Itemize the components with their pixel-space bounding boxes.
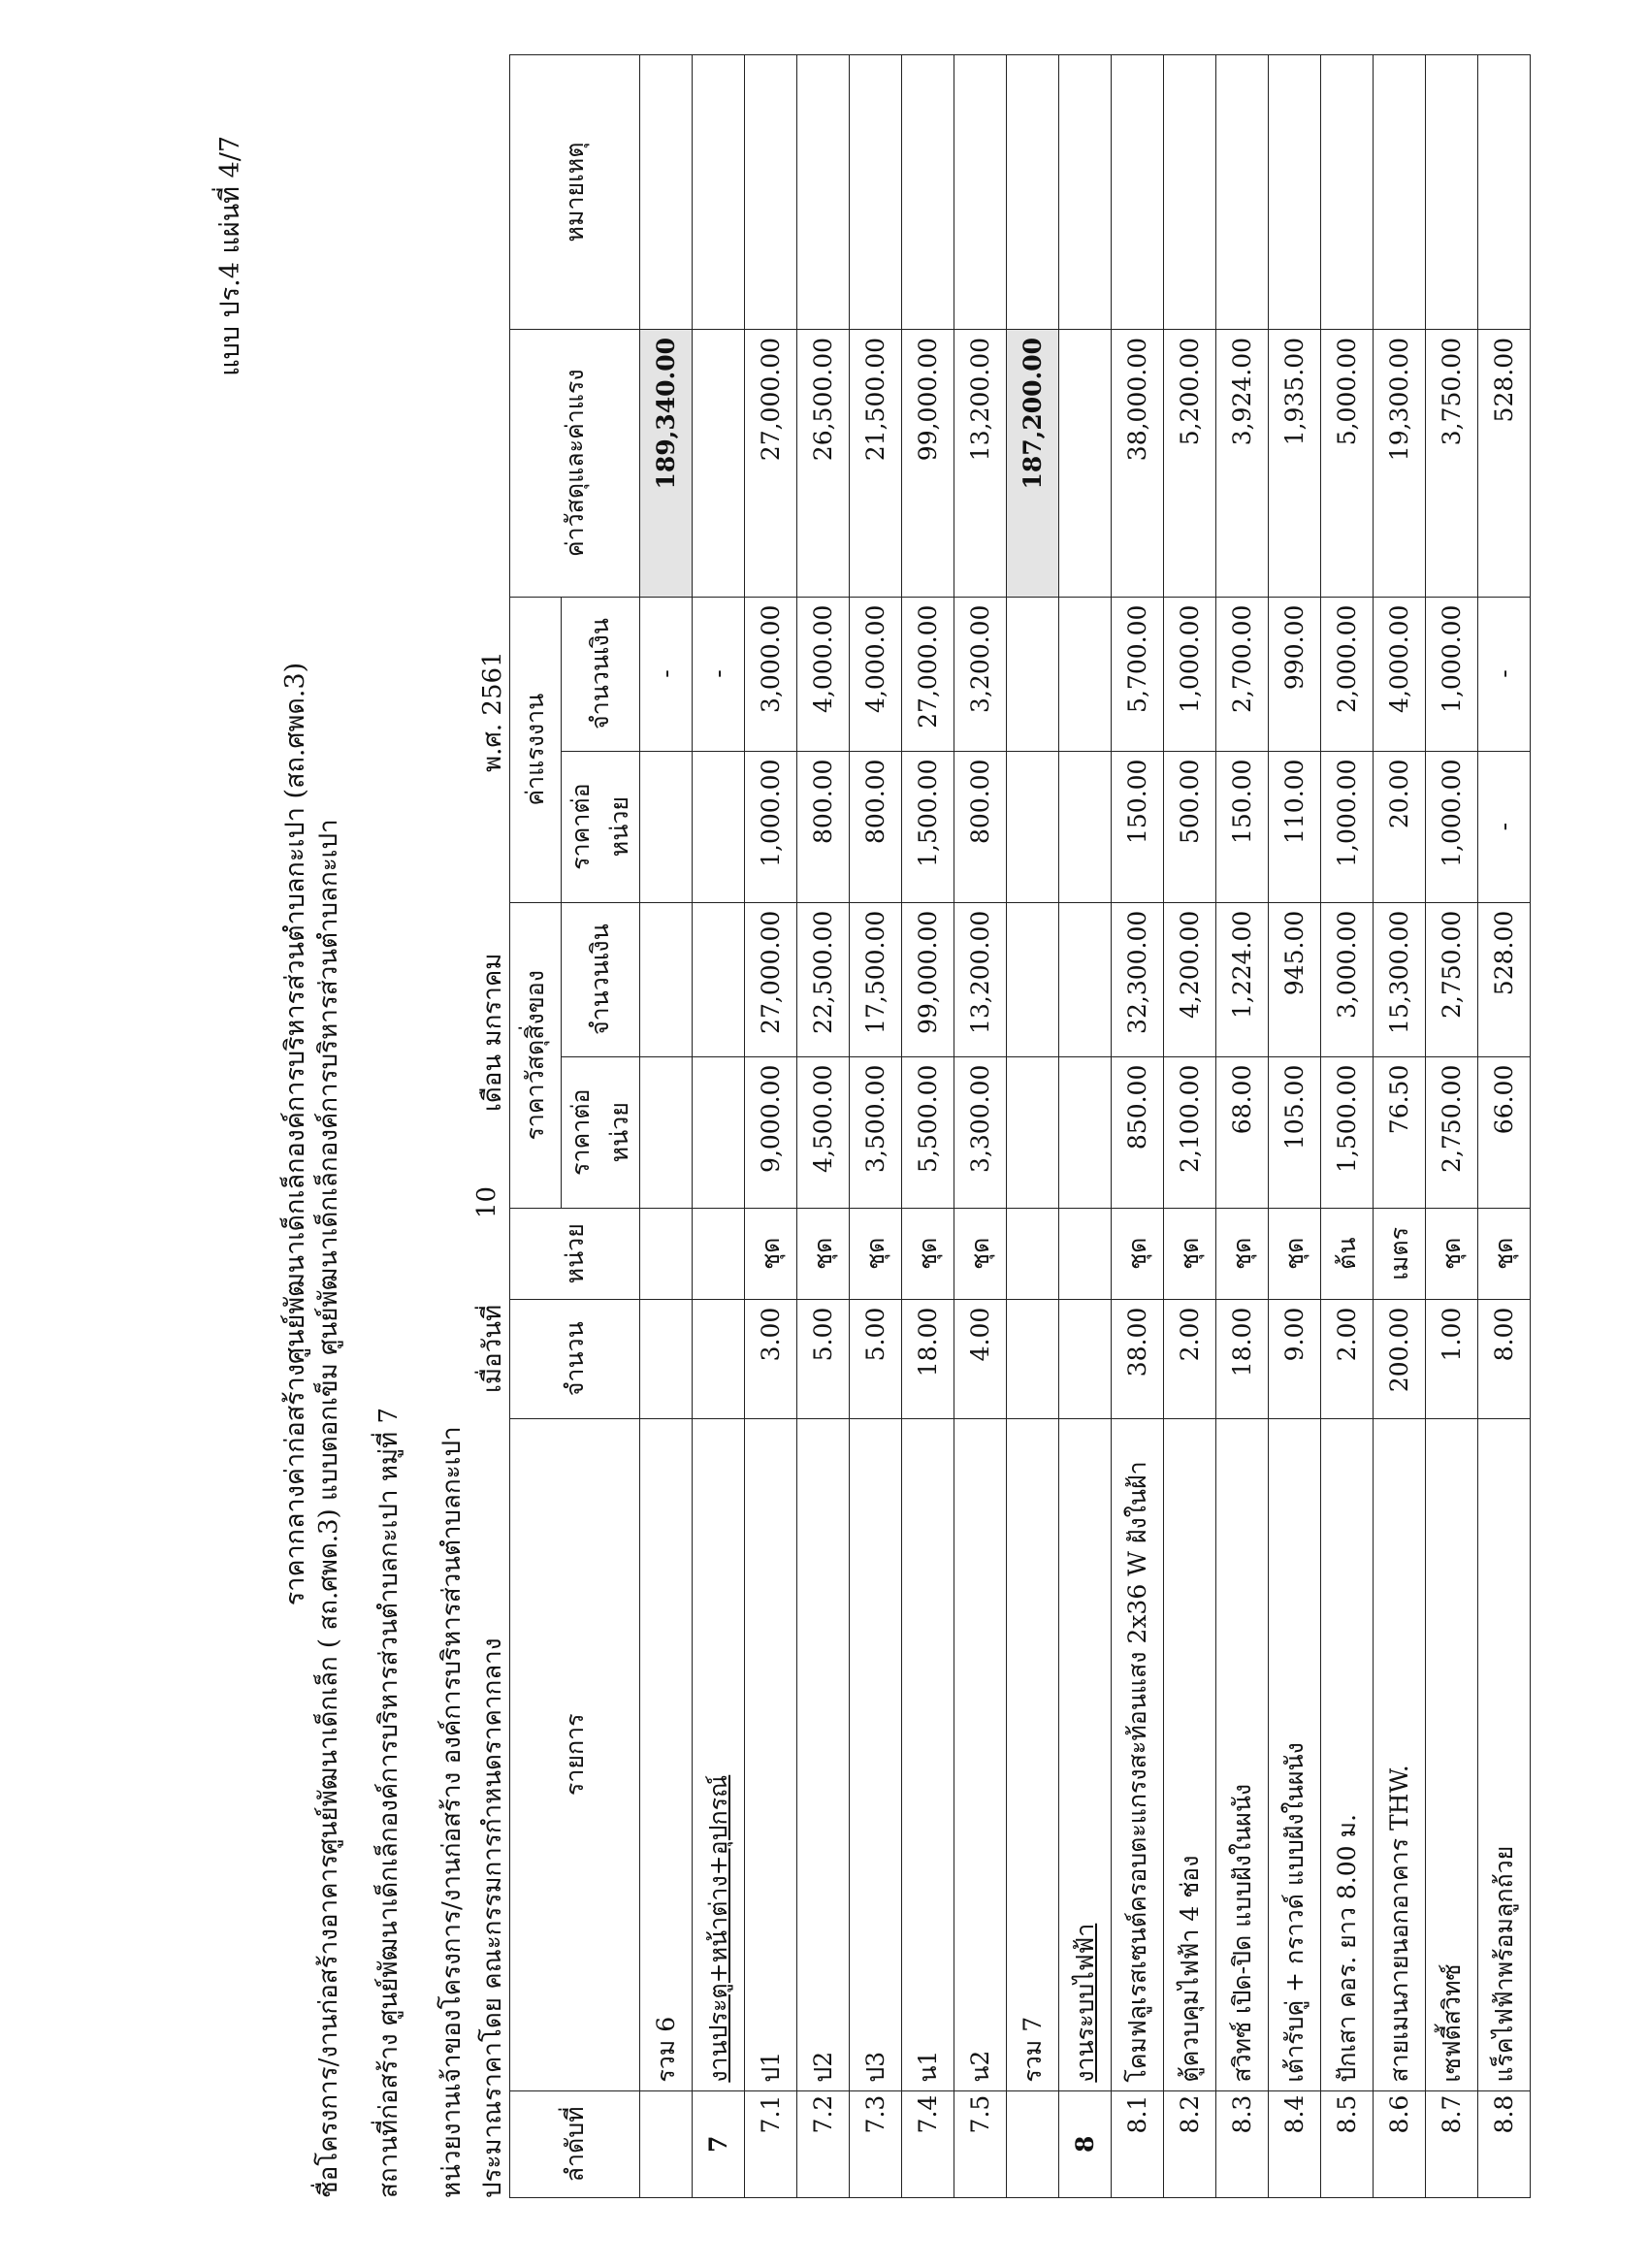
row-labor-amount: - bbox=[1478, 597, 1531, 751]
row-labor-amount: 27,000.00 bbox=[902, 597, 954, 751]
header-qty: จำนวน bbox=[510, 1299, 640, 1418]
row-labor-amount: 4,000.00 bbox=[1374, 597, 1426, 751]
row-labor-unit-price: 1,000.00 bbox=[745, 751, 797, 902]
group-row bbox=[1059, 55, 1112, 2198]
row-total: 99,000.00 bbox=[902, 329, 954, 597]
header-total: ค่าวัสดุและค่าแรง bbox=[510, 329, 640, 597]
row-qty: 38.00 bbox=[1112, 1299, 1164, 1418]
row-qty: 200.00 bbox=[1374, 1299, 1426, 1418]
row-labor-unit-price: 1,000.00 bbox=[1426, 751, 1478, 902]
row-number: 7.3 bbox=[850, 2090, 902, 2197]
row-qty: 9.00 bbox=[1269, 1299, 1321, 1418]
row-qty: 2.00 bbox=[1164, 1299, 1216, 1418]
row-number: 8.4 bbox=[1269, 2090, 1321, 2197]
row-item: น1 bbox=[902, 1418, 954, 2090]
subtotal-value: 189,340.00 bbox=[640, 329, 693, 597]
row-total: 528.00 bbox=[1478, 329, 1531, 597]
row-unit: ชุด bbox=[1112, 1208, 1164, 1299]
subtotal-row bbox=[640, 55, 693, 2198]
group-row bbox=[693, 55, 745, 2198]
document-title: ราคากลางค่าก่อสร้างศูนย์พัฒนาเด็กเล็กองค์การบริหารส่วนตำบลกะเปา (สถ.ศพด.3) bbox=[280, 662, 310, 1606]
row-material-amount: 15,300.00 bbox=[1374, 902, 1426, 1056]
year-label: พ.ศ. 2561 bbox=[478, 651, 507, 772]
row-item: เซฟตี้สวิทซ์ bbox=[1426, 1418, 1478, 2090]
date-day: 10 bbox=[472, 1185, 501, 1218]
estimate-prefix: ประมาณราคาโดย คณะกรรมการกำหนดราคากลาง bbox=[478, 1637, 507, 2198]
row-item: น2 bbox=[954, 1418, 1007, 2090]
row-item: ตู้ควบคุมไฟฟ้า 4 ช่อง bbox=[1164, 1418, 1216, 2090]
row-qty: 5.00 bbox=[797, 1299, 850, 1418]
row-labor-amount: 5,700.00 bbox=[1112, 597, 1164, 751]
table-header-row bbox=[510, 55, 562, 2198]
header-labor: ค่าแรงงาน bbox=[510, 597, 562, 902]
row-labor-amount: 1,000.00 bbox=[1426, 597, 1478, 751]
row-unit: ชุด bbox=[1164, 1208, 1216, 1299]
header-material-amount: จำนวนเงิน bbox=[562, 902, 640, 1056]
month-label: เดือน มกราคม bbox=[478, 953, 507, 1112]
row-item: โคมฟลูเรสเซนต์ครอบตะแกรงสะท้อนแสง 2x36 W ฝังในฝ้า bbox=[1112, 1418, 1164, 2090]
row-number: 8.5 bbox=[1321, 2090, 1374, 2197]
row-labor-amount: 1,000.00 bbox=[1164, 597, 1216, 751]
row-total: 26,500.00 bbox=[797, 329, 850, 597]
row-qty: 4.00 bbox=[954, 1299, 1007, 1418]
row-material-amount: 945.00 bbox=[1269, 902, 1321, 1056]
row-number: 7.5 bbox=[954, 2090, 1007, 2197]
table-row bbox=[1112, 55, 1164, 2198]
row-labor-unit-price: 800.00 bbox=[850, 751, 902, 902]
row-item: ปักเสา คอร. ยาว 8.00 ม. bbox=[1321, 1418, 1374, 2090]
table-row bbox=[1321, 55, 1374, 2198]
row-number: 7.1 bbox=[745, 2090, 797, 2197]
row-number: 8.1 bbox=[1112, 2090, 1164, 2197]
row-unit: ชุด bbox=[745, 1208, 797, 1299]
row-labor-amount: 4,000.00 bbox=[797, 597, 850, 751]
form-number: แบบ ปร.4 แผ่นที่ 4/7 bbox=[215, 136, 245, 376]
table-row bbox=[1478, 55, 1531, 2198]
row-material-unit-price: 850.00 bbox=[1112, 1056, 1164, 1208]
subtotal-value: 187,200.00 bbox=[1007, 329, 1059, 597]
row-unit: ชุด bbox=[797, 1208, 850, 1299]
date-label: เมื่อวันที่ bbox=[478, 1304, 507, 1393]
row-item: แร็คไฟฟ้าพร้อมลูกถ้วย bbox=[1478, 1418, 1531, 2090]
row-labor-unit-price: 110.00 bbox=[1269, 751, 1321, 902]
row-number: 8.3 bbox=[1216, 2090, 1269, 2197]
row-item: สวิทซ์ เปิด-ปิด แบบฝังในผนัง bbox=[1216, 1418, 1269, 2090]
row-item: ป3 bbox=[850, 1418, 902, 2090]
row-total: 27,000.00 bbox=[745, 329, 797, 597]
row-labor-amount: 990.00 bbox=[1269, 597, 1321, 751]
row-material-unit-price: 5,500.00 bbox=[902, 1056, 954, 1208]
row-material-amount: 13,200.00 bbox=[954, 902, 1007, 1056]
row-material-amount: 528.00 bbox=[1478, 902, 1531, 1056]
row-item: ป2 bbox=[797, 1418, 850, 2090]
row-qty: 3.00 bbox=[745, 1299, 797, 1418]
row-material-amount: 32,300.00 bbox=[1112, 902, 1164, 1056]
row-qty: 5.00 bbox=[850, 1299, 902, 1418]
row-labor-unit-price: 800.00 bbox=[797, 751, 850, 902]
subtotal-label: รวม 7 bbox=[1007, 1418, 1059, 2090]
table-row bbox=[850, 55, 902, 2198]
row-material-unit-price: 3,300.00 bbox=[954, 1056, 1007, 1208]
row-unit: ชุด bbox=[1478, 1208, 1531, 1299]
row-labor-unit-price: 1,000.00 bbox=[1321, 751, 1374, 902]
row-material-unit-price: 2,750.00 bbox=[1426, 1056, 1478, 1208]
header-item: รายการ bbox=[510, 1418, 640, 2090]
row-material-amount: 22,500.00 bbox=[797, 902, 850, 1056]
table-row bbox=[1426, 55, 1478, 2198]
row-total: 1,935.00 bbox=[1269, 329, 1321, 597]
row-unit: ชุด bbox=[1269, 1208, 1321, 1299]
table-row bbox=[745, 55, 797, 2198]
row-total: 13,200.00 bbox=[954, 329, 1007, 597]
price-table bbox=[509, 54, 1531, 2198]
header-note: หมายเหตุ bbox=[510, 55, 640, 330]
owner-agency: หน่วยงานเจ้าของโครงการ/งานก่อสร้าง องค์การบริหารส่วนตำบลกะเปา bbox=[437, 1426, 467, 2198]
table-row bbox=[1374, 55, 1426, 2198]
row-qty: 2.00 bbox=[1321, 1299, 1374, 1418]
table-row bbox=[1164, 55, 1216, 2198]
table-row bbox=[954, 55, 1007, 2198]
row-number: 7.4 bbox=[902, 2090, 954, 2197]
row-material-unit-price: 3,500.00 bbox=[850, 1056, 902, 1208]
row-labor-unit-price: 500.00 bbox=[1164, 751, 1216, 902]
project-name: ชื่อโครงการ/งานก่อสร้างอาคารศูนย์พัฒนาเด็กเล็ก ( สถ.ศพด.3) แบบตอกเข็ม ศูนย์พัฒนาเด็กเล็กองค์การบริหารส่วนตำบลกะเปา bbox=[314, 819, 343, 2198]
row-material-unit-price: 76.50 bbox=[1374, 1056, 1426, 1208]
row-qty: 18.00 bbox=[902, 1299, 954, 1418]
row-material-amount: 4,200.00 bbox=[1164, 902, 1216, 1056]
row-labor-unit-price: 1,500.00 bbox=[902, 751, 954, 902]
row-labor-amount: 2,000.00 bbox=[1321, 597, 1374, 751]
row-labor-amount: 3,000.00 bbox=[745, 597, 797, 751]
row-material-unit-price: 4,500.00 bbox=[797, 1056, 850, 1208]
row-total: 3,750.00 bbox=[1426, 329, 1478, 597]
row-material-amount: 99,000.00 bbox=[902, 902, 954, 1056]
table-row bbox=[1216, 55, 1269, 2198]
row-material-unit-price: 2,100.00 bbox=[1164, 1056, 1216, 1208]
row-unit: เมตร bbox=[1374, 1208, 1426, 1299]
row-labor-unit-price: 150.00 bbox=[1112, 751, 1164, 902]
row-material-amount: 2,750.00 bbox=[1426, 902, 1478, 1056]
row-item: ป1 bbox=[745, 1418, 797, 2090]
row-item: สายเมนภายนอกอาคาร THW. bbox=[1374, 1418, 1426, 2090]
row-unit: ต้น bbox=[1321, 1208, 1374, 1299]
row-material-unit-price: 66.00 bbox=[1478, 1056, 1531, 1208]
group-title: งานระบบไฟฟ้า bbox=[1059, 1418, 1112, 2090]
row-labor-unit-price: 800.00 bbox=[954, 751, 1007, 902]
row-total: 21,500.00 bbox=[850, 329, 902, 597]
row-material-amount: 17,500.00 bbox=[850, 902, 902, 1056]
header-no: ลำดับที่ bbox=[510, 2090, 640, 2197]
row-total: 3,924.00 bbox=[1216, 329, 1269, 597]
row-labor-unit-price: 150.00 bbox=[1216, 751, 1269, 902]
header-unit: หน่วย bbox=[510, 1208, 640, 1299]
table-row bbox=[797, 55, 850, 2198]
row-qty: 8.00 bbox=[1478, 1299, 1531, 1418]
row-material-unit-price: 68.00 bbox=[1216, 1056, 1269, 1208]
row-material-unit-price: 1,500.00 bbox=[1321, 1056, 1374, 1208]
row-number: 8.8 bbox=[1478, 2090, 1531, 2197]
header-labor-unit-price: ราคาต่อหน่วย bbox=[562, 751, 640, 902]
row-material-amount: 1,224.00 bbox=[1216, 902, 1269, 1056]
group-title: งานประตู+หน้าต่าง+อุปกรณ์ bbox=[693, 1418, 745, 2090]
row-unit: ชุด bbox=[902, 1208, 954, 1299]
subtotal-label: รวม 6 bbox=[640, 1418, 693, 2090]
row-material-amount: 3,000.00 bbox=[1321, 902, 1374, 1056]
row-number: 8.2 bbox=[1164, 2090, 1216, 2197]
subtotal-row bbox=[1007, 55, 1059, 2198]
row-qty: 1.00 bbox=[1426, 1299, 1478, 1418]
header-labor-amount: จำนวนเงิน bbox=[562, 597, 640, 751]
row-material-unit-price: 105.00 bbox=[1269, 1056, 1321, 1208]
labor-amount: - bbox=[693, 597, 745, 751]
row-unit: ชุด bbox=[1216, 1208, 1269, 1299]
row-labor-unit-price: 20.00 bbox=[1374, 751, 1426, 902]
labor-amount: - bbox=[640, 597, 693, 751]
row-total: 5,000.00 bbox=[1321, 329, 1374, 597]
group-number: 8 bbox=[1059, 2090, 1112, 2197]
row-unit: ชุด bbox=[850, 1208, 902, 1299]
row-material-unit-price: 9,000.00 bbox=[745, 1056, 797, 1208]
row-total: 5,200.00 bbox=[1164, 329, 1216, 597]
row-number: 8.7 bbox=[1426, 2090, 1478, 2197]
row-labor-amount: 3,200.00 bbox=[954, 597, 1007, 751]
row-item: เต้ารับคู่ + กราวด์ แบบฝังในผนัง bbox=[1269, 1418, 1321, 2090]
row-number: 8.6 bbox=[1374, 2090, 1426, 2197]
row-total: 19,300.00 bbox=[1374, 329, 1426, 597]
header-material: ราคาวัสดุสิ่งของ bbox=[510, 902, 562, 1208]
table-row bbox=[1269, 55, 1321, 2198]
row-labor-unit-price: - bbox=[1478, 751, 1531, 902]
row-unit: ชุด bbox=[1426, 1208, 1478, 1299]
group-number: 7 bbox=[693, 2090, 745, 2197]
row-labor-amount: 2,700.00 bbox=[1216, 597, 1269, 751]
row-material-amount: 27,000.00 bbox=[745, 902, 797, 1056]
row-qty: 18.00 bbox=[1216, 1299, 1269, 1418]
row-labor-amount: 4,000.00 bbox=[850, 597, 902, 751]
header-material-unit-price: ราคาต่อหน่วย bbox=[562, 1056, 640, 1208]
table-row bbox=[902, 55, 954, 2198]
row-total: 38,000.00 bbox=[1112, 329, 1164, 597]
row-number: 7.2 bbox=[797, 2090, 850, 2197]
row-unit: ชุด bbox=[954, 1208, 1007, 1299]
construction-location: สถานที่ก่อสร้าง ศูนย์พัฒนาเด็กเล็กองค์การบริหารส่วนตำบลกะเปา หมู่ที่ 7 bbox=[374, 1408, 404, 2198]
